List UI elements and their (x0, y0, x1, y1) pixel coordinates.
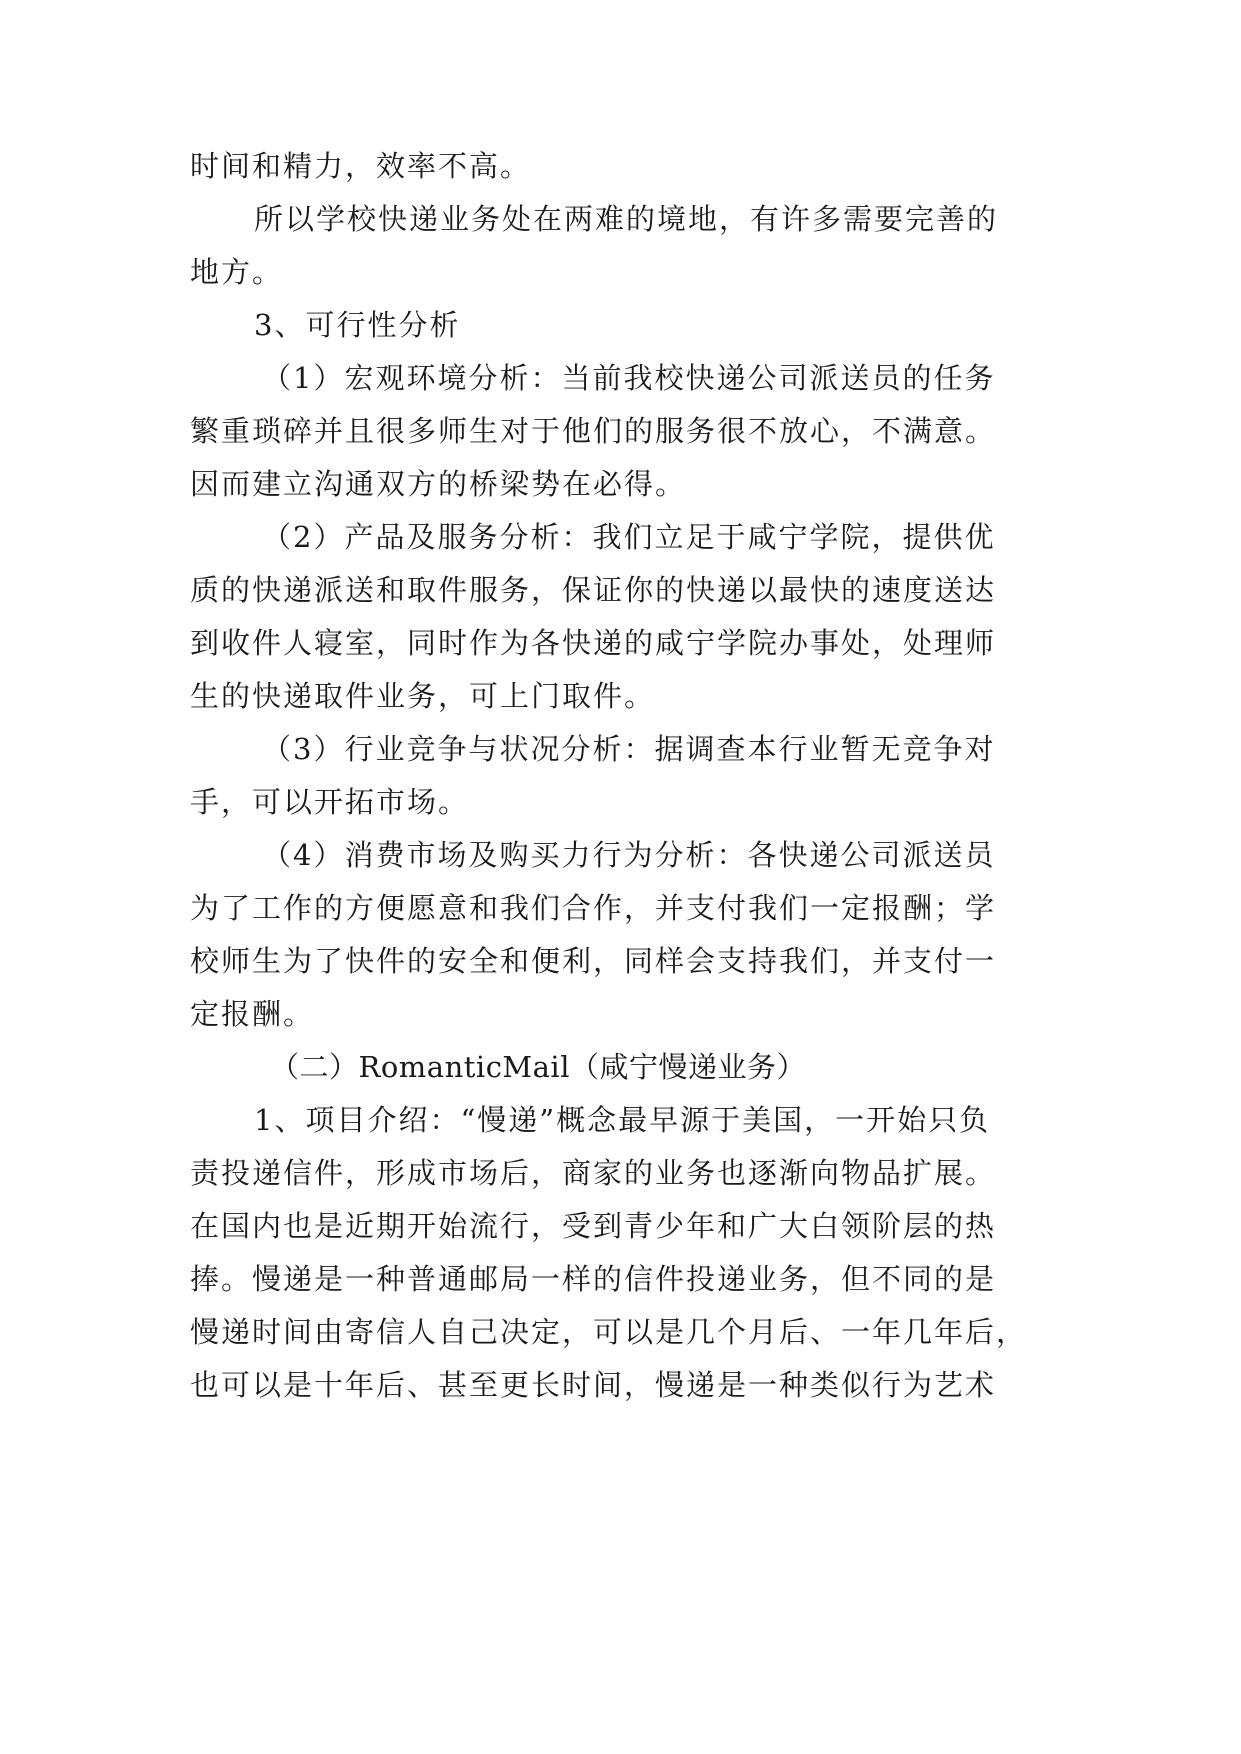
text-line: 繁重琐碎并且很多师生对于他们的服务很不放心，不满意。 (190, 414, 997, 448)
section-heading: （二）RomanticMail（咸宁慢递业务） (270, 1050, 806, 1084)
text-line: 慢递时间由寄信人自己决定，可以是几个月后、一年几年后， (190, 1315, 1028, 1349)
text-line: 在国内也是近期开始流行，受到青少年和广大白领阶层的热 (190, 1209, 997, 1243)
text-line: 责投递信件，形成市场后，商家的业务也逐渐向物品扩展。 (190, 1156, 997, 1190)
text-line: 地方。 (190, 255, 284, 289)
section-heading: 3、可行性分析 (254, 308, 461, 342)
text-line: 质的快递派送和取件服务，保证你的快递以最快的速度送达 (190, 573, 997, 607)
text-line: 到收件人寝室，同时作为各快递的咸宁学院办事处，处理师 (190, 626, 997, 660)
text-line: 为了工作的方便愿意和我们合作，并支付我们一定报酬；学 (190, 891, 997, 925)
text-line: 因而建立沟通双方的桥梁势在必得。 (190, 467, 687, 501)
text-line: 时间和精力，效率不高。 (190, 149, 532, 183)
text-line: 手，可以开拓市场。 (190, 785, 470, 819)
text-line: 校师生为了快件的安全和便利，同样会支持我们，并支付一 (190, 944, 997, 978)
text-line: 所以学校快递业务处在两难的境地，有许多需要完善的 (254, 202, 999, 236)
text-line: 也可以是十年后、甚至更长时间，慢递是一种类似行为艺术 (190, 1368, 997, 1402)
text-line: 1、项目介绍：“慢递”概念最早源于美国，一开始只负 (254, 1103, 991, 1137)
text-line: （4）消费市场及购买力行为分析：各快递公司派送员 (262, 838, 996, 872)
text-line: 定报酬。 (190, 997, 315, 1031)
text-line: （1）宏观环境分析：当前我校快递公司派送员的任务 (262, 361, 996, 395)
text-line: 捧。慢递是一种普通邮局一样的信件投递业务，但不同的是 (190, 1262, 997, 1296)
text-line: （3）行业竞争与状况分析：据调查本行业暂无竞争对 (262, 732, 996, 766)
text-line: 生的快递取件业务，可上门取件。 (190, 679, 656, 713)
text-line: （2）产品及服务分析：我们立足于咸宁学院，提供优 (262, 520, 996, 554)
